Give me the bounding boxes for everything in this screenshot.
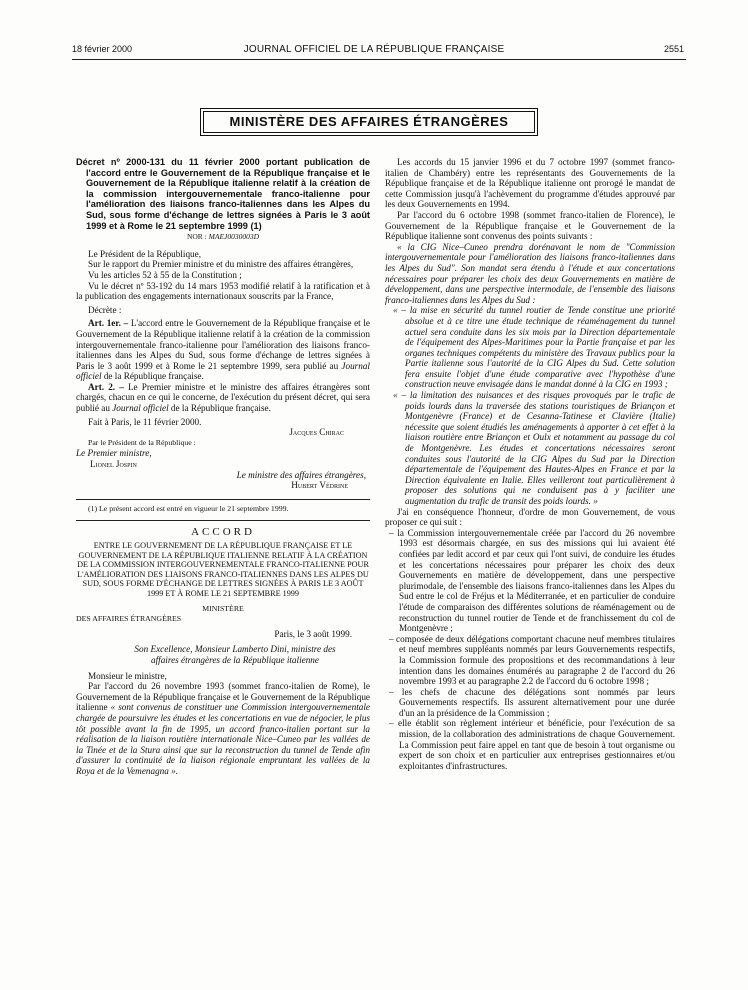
article-2-label: Art. 2. – <box>88 381 124 392</box>
salutation: Monsieur le ministre, <box>88 670 167 681</box>
accord-para-r1: Les accords du 15 janvier 1996 et du 7 octobre 1997 (sommet franco-italien de Chambéry) entre les représentants des Gouvernements de la République française et de la République italienne ont prorogé le mandat de cette Commission jusqu'à l'achèvement du programme d'études approuvé par les deux Gouvernements en 1994. <box>385 157 675 210</box>
header-journal-title: JOURNAL OFFICIEL DE LA RÉPUBLIQUE FRANÇAISE <box>243 44 505 55</box>
ministry-title: MINISTÈRE DES AFFAIRES ÉTRANGÈRES <box>203 111 535 133</box>
mae-title: Le ministre des affaires étrangères, <box>236 469 366 480</box>
ministry-box <box>200 108 538 136</box>
article-2-text: Le Premier ministre et le ministre des affaires étrangères sont chargés, chacun en ce qui le concerne, de l'exécution du présent décret, qui sera publié au <box>76 381 370 414</box>
accord-body-1 <box>76 681 370 776</box>
accord-para-r3: « la CIG Nice–Cuneo prendra dorénavant le nom de "Commission intergouvernementale pour l'amélioration des liaisons franco-italiennes dans les Alpes du Sud". Son mandat sera étendu à l'étude et aux concertations nécessaires pour préparer les choix des deux Gouvernements en matière de développement, dans une perspective intermodale, de l'ensemble des liaisons franco-italiennes dans les Alpes du Sud : <box>385 241 675 305</box>
pm-title: Le Premier ministre, <box>76 448 152 459</box>
article-2-end: de la République française. <box>170 403 271 414</box>
running-header <box>0 44 748 58</box>
footnote: (1) Le présent accord est entré en vigueur le 21 septembre 1999. <box>88 503 289 513</box>
accord-item-3: – les chefs de chacune des délégations sont nommés par leurs Gouvernements respectifs. Ils assurent alternativement pour une durée d'un an la présidence de la Commission ; <box>389 686 675 718</box>
by-president: Par le Président de la République : <box>88 437 196 447</box>
footnote-rule <box>76 499 370 500</box>
article-2-jo: Journal officiel <box>112 403 169 414</box>
article-1-text: L'accord entre le Gouvernement de la République française et le Gouvernement de la République italienne relatif à la création de la commission intergouvernementale franco-italienne pour l'amélioration des liaisons franco-italiennes dans les Alpes du Sud, sous forme d'échange de lettres signées à Paris le 3 août 1999 et à Rome le 21 septembre 1999, sera publié au <box>76 318 370 371</box>
article-2 <box>76 382 370 414</box>
nor-code: MAEJ0030003D <box>208 232 260 242</box>
left-column <box>76 157 370 776</box>
right-column <box>385 157 675 771</box>
header-page-number: 2551 <box>663 44 684 54</box>
header-date: 18 février 2000 <box>72 44 133 54</box>
accord-caps-title: ENTRE LE GOUVERNEMENT DE LA RÉPUBLIQUE FRANÇAISE ET LE GOUVERNEMENT DE LA RÉPUBLIQUE ITALIENNE RELATIF À LA CRÉATION DE LA COMMISSION INTERGOUVERNEMENTALE FRANCO-ITALIENNE POUR L'AMÉLIORATION DES LIAISONS FRANCO-ITALIENNES DANS LES ALPES DU SUD, SOUS FORME D'ÉCHANGE DE LETTRES SIGNÉES À PARIS LE 3 AOÛT 1999 ET À ROME LE 21 SEPTEMBRE 1999 <box>77 541 369 598</box>
accord-para-r6: J'ai en conséquence l'honneur, d'ordre de mon Gouvernement, de vous proposer ce qui suit : <box>385 506 675 528</box>
article-1-jo: Journal officiel <box>76 360 370 382</box>
decree-preamble-1: Le Président de la République, <box>88 248 202 259</box>
nor-label: NOR : <box>186 232 207 242</box>
accord-body-1-quote: « sont convenus de constituer une Commission intergouvernementale chargée de poursuivre les études et les concertations en vue de négocier, le plus tôt possible avant la fin de 1995, un accord franco-italien portant sur la réalisation de la liaison routière internationale Nice–Cuneo par les vallées de la Tinée et de la Stura ainsi que sur la reconstruction du tunnel de Tende afin d'assurer la continuité de la liaison régionale empruntant les vallées de la Roya et de la Vemenagna ». <box>76 702 370 776</box>
decree-title-rest: portant publication de l'accord entre le Gouvernement de la République française et le Gouvernement de la République italienne relatif à la création de la commission intergouvernementale franco-italienne pour l'amélioration des liaisons franco-italiennes dans les Alpes du Sud, sous forme d'échange de lettres signées à Paris le 3 août 1999 et à Rome le 21 septembre 1999 (1) <box>86 157 370 231</box>
decrete-line: Décrète : <box>88 304 122 315</box>
accord-heading: ACCORD <box>191 526 255 539</box>
article-1-label: Art. 1er. – <box>88 318 129 329</box>
article-1-end: de la République française. <box>103 371 204 382</box>
ministere-line-1: MINISTÈRE <box>202 603 244 613</box>
done-at: Fait à Paris, le 11 février 2000. <box>88 416 202 427</box>
nor-reference <box>76 232 370 243</box>
header-rule <box>72 59 686 60</box>
signature-president: Jacques Chirac <box>289 427 344 438</box>
decree-preamble-3: Vu les articles 52 à 55 de la Constitution ; <box>88 269 242 280</box>
accord-para-r2: Par l'accord du 6 octobre 1998 (sommet franco-italien de Florence), le Gouvernement de la République française et le Gouvernement de la République italienne sont convenus des points suivants : <box>385 209 675 242</box>
accord-item-4: – elle établit son règlement intérieur et bénéficie, pour l'exécution de sa mission, de la collaboration des administrations de chaque Gouvernement. La Commission peut faire appel en tant que de besoin à tout organisme ou expert de son choix et en particulier aux entreprises gestionnaires et/ou exploitantes d'infrastructures. <box>389 718 675 771</box>
footnote-rule-bottom <box>76 520 370 521</box>
mae-name: Hubert Védrine <box>291 480 348 491</box>
accord-para-r4: « – la mise en sécurité du tunnel routier de Tende constitue une priorité absolue et à ce titre une étude technique de réaménagement du tunnel actuel sera conduite dans les six mois par la Direction départementale de l'équipement des Alpes-Maritimes pour la Partie française et par les organes techniques compétents du ministère des Travaux publics pour la Partie italienne sous l'autorité de la CIG Alpes du Sud. Cette solution fera ensuite l'objet d'une étude comparative avec l'hypothèse d'une construction neuve envisagée dans le mandat donné à la CIG en 1993 ; <box>393 305 675 390</box>
accord-item-2: – composée de deux délégations comportant chacune neuf membres titulaires et neuf membres suppléants nommés par leurs Gouvernements respectifs, la Commission formule des propositions et des recommandations à leur intention dans les domaines énumérés au paragraphe 2 de l'accord du 26 novembre 1993 et au paragraphe 2.2 de l'accord du 6 octobre 1998 ; <box>389 633 675 687</box>
decree-title <box>76 157 370 231</box>
article-1 <box>76 318 370 382</box>
pm-name: Lionel Jospin <box>90 459 137 470</box>
decree-preamble-2: Sur le rapport du Premier ministre et du ministre des affaires étrangères, <box>88 259 354 270</box>
accord-item-1: – la Commission intergouvernementale créée par l'accord du 26 novembre 1993 est désormais chargée, en sus des missions qui lui avaient été confiées par ledit accord et par ceux qui l'ont suivi, de conduire les études et les concertations nécessaires pour préparer les choix des deux Gouvernements en matière de développement, dans une perspective plurimodale, de l'ensemble des liaisons franco-italiennes dans les Alpes du Sud entre le col de Fréjus et la Méditerranée, et en particulier de conduire l'étude de comparaison des différentes solutions de réaménagement ou de reconstruction du tunnel routier de Tende et de franchissement du col de Montgenèvre ; <box>389 527 675 634</box>
decree-title-bold: Décret nº 2000-131 du 11 février 2000 <box>76 157 260 167</box>
accord-body-1-text: Par l'accord du 26 novembre 1993 (sommet franco-italien de Rome), le Gouvernement de la République française et le Gouvernement de la République italienne <box>76 681 370 713</box>
accord-para-r5: « – la limitation des nuisances et des risques provoqués par le trafic de poids lourds dans la traversée des stations touristiques de Briançon et Montgenèvre (France) et de Cesanna-Tatinese et Clavière (Italie) nécessite que soient étudiés les aménagements à apporter à cet effet à la liaison routière entre Briançon et Oulx et notamment au passage du col de Montgenèvre. Les études et concertations nécessaires seront conduites sous l'autorité de la CIG Alpes du Sud par la Direction départementale de l'équipement des Hautes-Alpes en France et par la Direction équivalente en Italie. Elles veilleront tout particulièrement à proposer des solutions qui ne conduisent pas à y faciliter une augmentation du trafic de transit des poids lourds. » <box>393 390 675 506</box>
decree-preamble-4: Vu le décret nº 53-192 du 14 mars 1953 modifié relatif à la ratification et à la publication des engagements internationaux souscrits par la France, <box>76 280 370 302</box>
place-date: Paris, le 3 août 1999. <box>274 628 352 639</box>
ministere-line-2: DES AFFAIRES ÉTRANGÈRES <box>76 614 182 624</box>
addressee: Son Excellence, Monsieur Lamberto Dini, ministre des affaires étrangères de la République italienne <box>134 644 336 665</box>
